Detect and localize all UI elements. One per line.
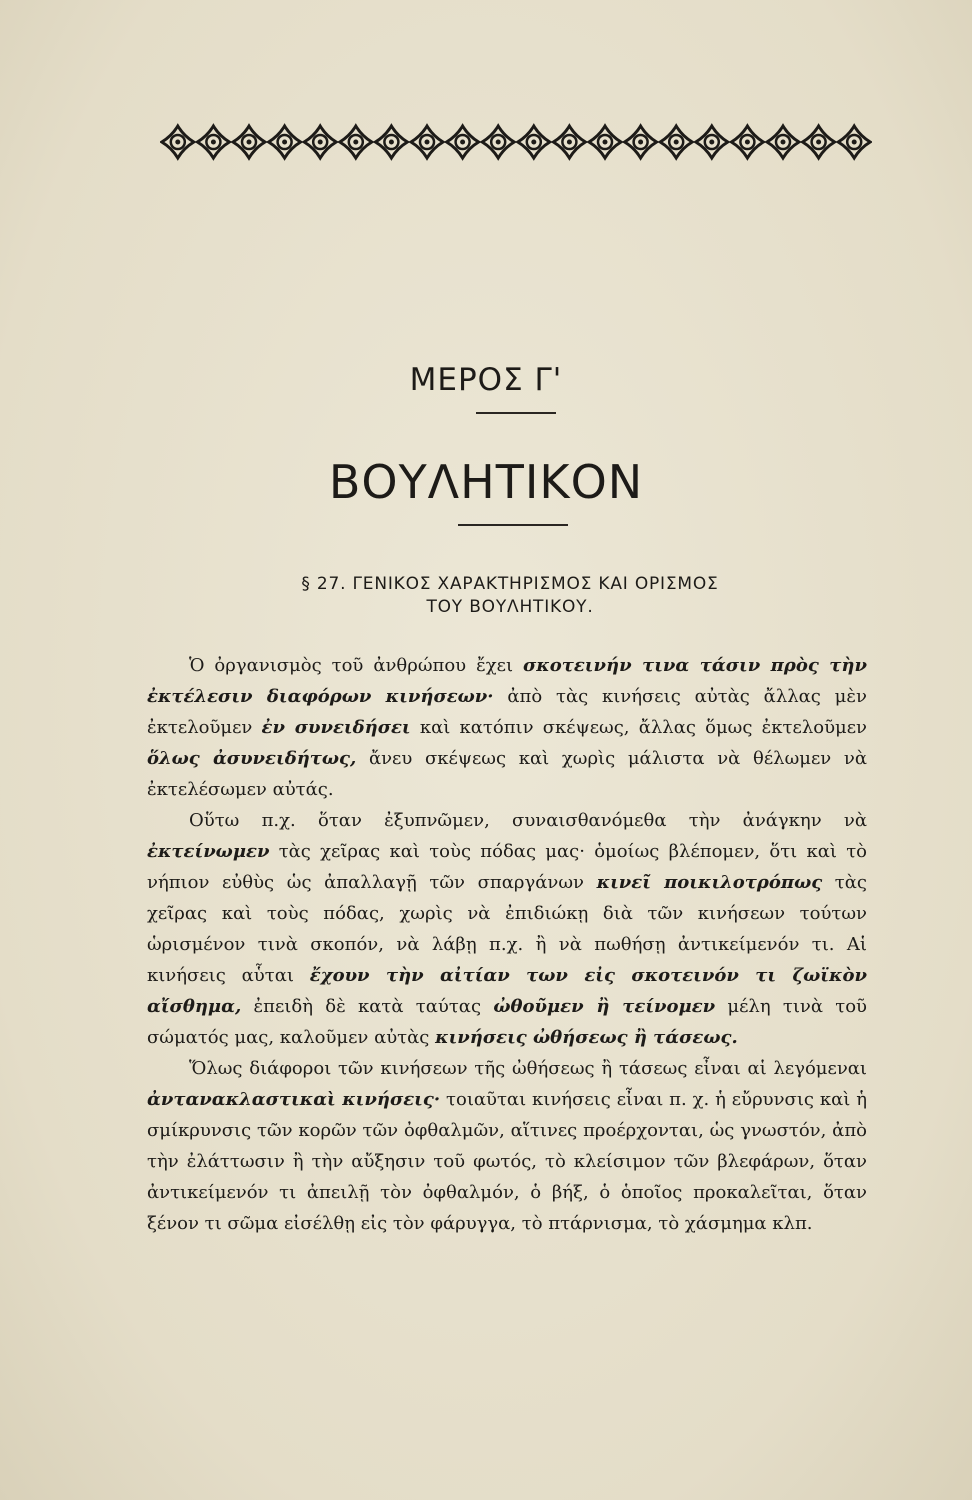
scroll-ornament-icon (625, 126, 657, 158)
title-rule (458, 524, 568, 526)
scroll-ornament-icon (340, 126, 372, 158)
scroll-ornament-icon (660, 126, 692, 158)
scroll-ornament-icon (447, 126, 479, 158)
paragraph-2: Οὕτω π.χ. ὅταν ἐξυπνῶμεν, συναισθανόμεθα τὴν ἀνάγκην νὰ ἐκτείνωμεν τὰς χεῖρας καὶ τοὺς πόδας μας· ὁμοίως βλέπομεν, ὅτι καὶ τὸ νήπιον εὐθὺς ὡς ἀπαλλαγῇ τῶν σπαργάνων κινεῖ ποικιλοτρόπως τὰς χεῖρας καὶ τοὺς πόδας, χωρὶς νὰ ἐπιδιώκῃ διὰ τῶν κινήσεων τούτων ὡρισμένον τινὰ σκοπόν, νὰ λάβῃ π.χ. ἢ νὰ πωθήσῃ ἀντικείμενόν τι. Αἱ κινήσεις αὗται ἔχουν τὴν αἰτίαν των εἰς σκοτεινόν τι ζωϊκὸν αἴσθημα, ἐπειδὴ δὲ κατὰ ταύτας ὠθοῦμεν ἢ τείνομεν μέλη τινὰ τοῦ σώματός μας, καλοῦμεν αὐτὰς κινήσεις ὠθήσεως ἢ τάσεως. (147, 810, 868, 1048)
scroll-ornament-icon (162, 126, 194, 158)
section-heading-line-2: ΤΟΥ ΒΟΥΛΗΤΙΚΟΥ. (426, 597, 594, 617)
part-heading: ΜΕΡΟΣ Γ' (409, 362, 563, 398)
emphasis: ἔχουν τὴν αἰτίαν των εἰς σκοτεινόν τι ζωϊκὸν αἴσθημα, (147, 965, 867, 1017)
scroll-ornament-icon (589, 126, 621, 158)
scroll-ornament-icon (553, 126, 585, 158)
emphasis: ὅλως ἀσυνειδήτως, (147, 748, 357, 769)
scroll-ornament-icon (375, 126, 407, 158)
scroll-ornament-icon (731, 126, 763, 158)
scroll-ornament-icon (304, 126, 336, 158)
chapter-title: ΒΟΥΛΗΤΙΚΟΝ (328, 455, 644, 509)
paragraph-1: Ὁ ὀργανισμὸς τοῦ ἀνθρώπου ἔχει σκοτεινήν τινα τάσιν πρὸς τὴν ἐκτέλεσιν διαφόρων κινήσεων· ἀπὸ τὰς κινήσεις αὐτὰς ἄλλας μὲν ἐκτελοῦμεν ἐν συνειδήσει καὶ κατόπιν σκέψεως, ἄλλας ὅμως ἐκτελοῦμεν ὅλως ἀσυνειδήτως, ἄνευ σκέψεως καὶ χωρὶς μάλιστα νὰ θέλωμεν νὰ ἐκτελέσωμεν αὐτάς. (147, 655, 867, 800)
emphasis: ὠθοῦμεν ἢ τείνομεν (493, 996, 716, 1017)
body-text (147, 650, 867, 1239)
scroll-ornament-icon (696, 126, 728, 158)
ornament-band (160, 122, 872, 162)
scroll-ornament-icon (197, 126, 229, 158)
section-heading-line-1: § 27. ΓΕΝΙΚΟΣ ΧΑΡΑΚΤΗΡΙΣΜΟΣ ΚΑΙ ΟΡΙΣΜΟΣ (301, 574, 719, 594)
scroll-ornament-icon (803, 126, 835, 158)
scroll-ornament-icon (518, 126, 550, 158)
paragraph-3: Ὅλως διάφοροι τῶν κινήσεων τῆς ὠθήσεως ἢ τάσεως εἶναι αἱ λεγόμεναι ἀντανακλαστικαὶ κινήσεις· τοιαῦται κινήσεις εἶναι π. χ. ἡ εὔρυνσις καὶ ἡ σμίκρυνσις τῶν κορῶν τῶν ὀφθαλμῶν, αἵτινες προέρχονται, ὡς γνωστόν, ἀπὸ τὴν ἐλάττωσιν ἢ τὴν αὔξησιν τοῦ φωτός, τὸ κλείσιμον τῶν βλεφάρων, ὅταν ἀντικείμενόν τι ἀπειλῇ τὸν ὀφθαλμόν, ὁ βήξ, ὁ ὁποῖος προκαλεῖται, ὅταν ξένον τι σῶμα εἰσέλθῃ εἰς τὸν φάρυγγα, τὸ πτάρνισμα, τὸ χάσμημα κλπ. (147, 1058, 867, 1234)
emphasis: ἀντανακλαστικαὶ κινήσεις· (147, 1089, 441, 1110)
emphasis: ἐν συνειδήσει (261, 717, 411, 738)
section-heading (120, 573, 900, 619)
emphasis: σκοτεινήν τινα τάσιν πρὸς τὴν ἐκτέλεσιν διαφόρων κινήσεων· (147, 655, 867, 707)
emphasis: ἐκτείνωμεν (147, 841, 270, 862)
emphasis: κινεῖ ποικιλοτρόπως (596, 872, 823, 893)
scroll-ornament-icon (411, 126, 443, 158)
scroll-ornament-icon (269, 126, 301, 158)
scroll-ornament-icon (482, 126, 514, 158)
emphasis: κινήσεις ὠθήσεως ἢ τάσεως. (435, 1027, 738, 1048)
scroll-ornament-icon (767, 126, 799, 158)
heading-rule (476, 412, 556, 414)
scroll-ornament-icon (838, 126, 870, 158)
scroll-ornament-icon (233, 126, 265, 158)
